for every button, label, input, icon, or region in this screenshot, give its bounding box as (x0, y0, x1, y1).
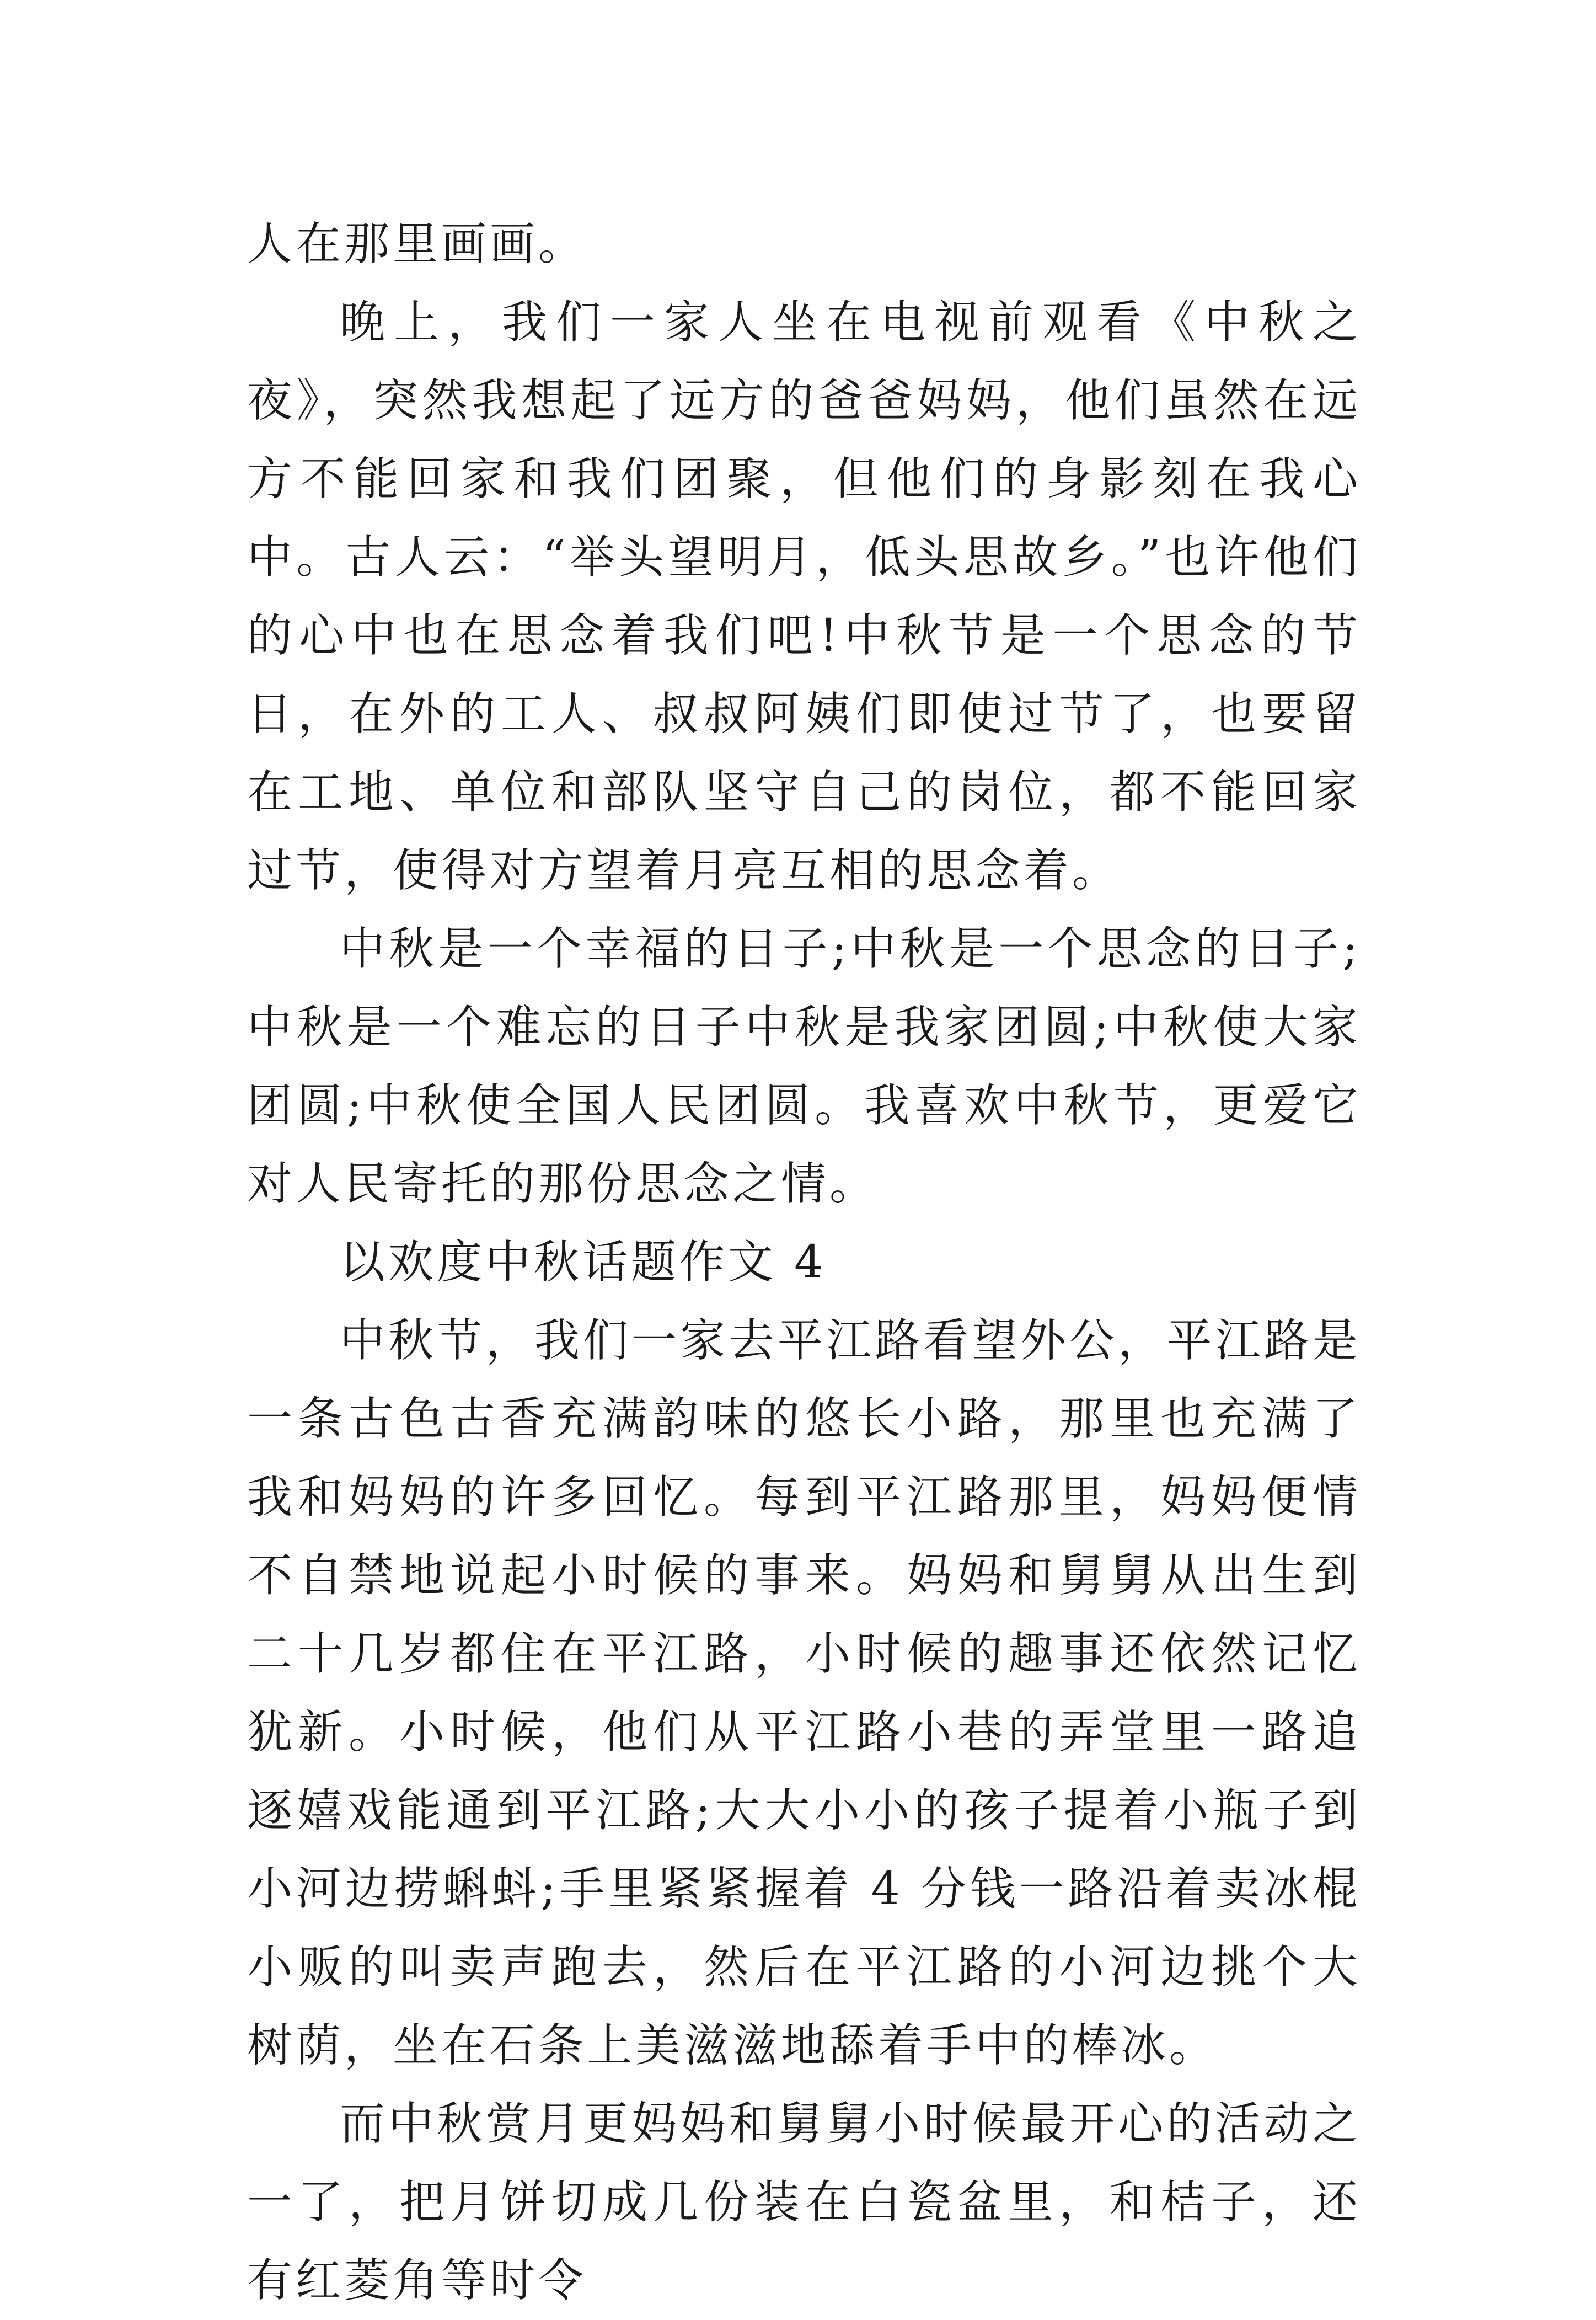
paragraph-continuation: 人在那里画画。 (247, 218, 587, 270)
paragraph-conclusion: 中秋是一个幸福的日子;中秋是一个思念的日子;中秋是一个难忘的日子中秋是我家团圆;中秋使大家团圆;中秋使全国人民团圆。我喜欢中秋节，更爱它对人民寄托的那份思念之情。 (247, 923, 1361, 1210)
paragraph-pingjiang-road: 中秋节，我们一家去平江路看望外公，平江路是一条古色古香充满韵味的悠长小路，那里也充满了我和妈妈的许多回忆。每到平江路那里，妈妈便情不自禁地说起小时候的事来。妈妈和舅舅从出生到二十几岁都住在平江路，小时候的趣事还依然记忆犹新。小时候，他们从平江路小巷的弄堂里一路追逐嬉戏能通到平江路;大大小小的孩子提着小瓶子到小河边捞蝌蚪;手里紧紧握着 4 分钱一路沿着卖冰棍小贩的叫卖声跑去，然后在平江路的小河边挑个大树荫，坐在石条上美滋滋地舔着手中的棒冰。 (247, 1314, 1361, 2072)
document-body (247, 205, 1361, 2320)
section-title: 以欢度中秋话题作文 4 (340, 1236, 827, 1289)
paragraph-evening: 晚上，我们一家人坐在电视前观看《中秋之夜》，突然我想起了远方的爸爸妈妈，他们虽然在远方不能回家和我们团聚，但他们的身影刻在我心中。古人云：“举头望明月，低头思故乡。”也许他们的心中也在思念着我们吧!中秋节是一个思念的节日，在外的工人、叔叔阿姨们即使过节了，也要留在工地、单位和部队坚守自己的岗位，都不能回家过节，使得对方望着月亮互相的思念着。 (247, 296, 1361, 897)
paragraph-moon-viewing: 而中秋赏月更妈妈和舅舅小时候最开心的活动之一了，把月饼切成几份装在白瓷盆里，和桔子，还有红菱角等时令 (247, 2098, 1361, 2307)
